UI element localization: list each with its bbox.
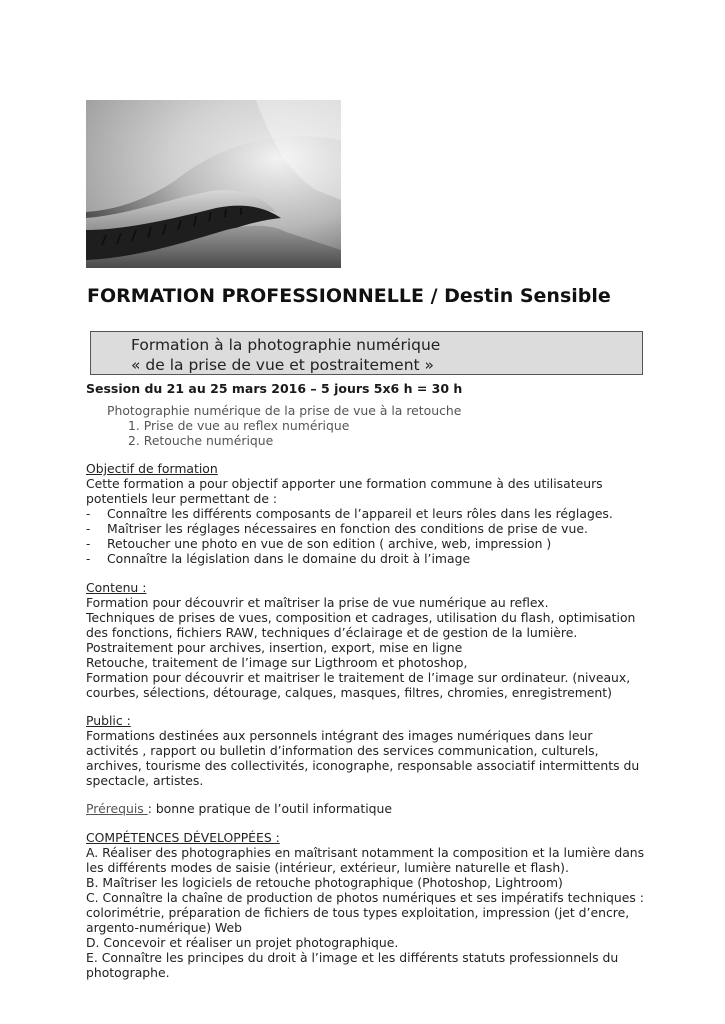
course-title-line1: Formation à la photographie numérique xyxy=(131,336,441,354)
program-intro: Photographie numérique de la prise de vue à la retouche xyxy=(107,403,462,418)
program-item: 2. Retouche numérique xyxy=(128,433,274,448)
competences-line: E. Connaître les principes du droit à l’image et les différents statuts professionnels du xyxy=(86,950,619,965)
contenu-heading: Contenu : xyxy=(86,580,147,595)
contenu-text xyxy=(86,595,635,700)
contenu-line: Formation pour découvrir et maitriser le traitement de l’image sur ordinateur. (niveaux, xyxy=(86,670,631,685)
competences-line: colorimétrie, préparation de fichiers de tous types exploitation, impression (jet d’encre, xyxy=(86,905,630,920)
public-line: archives, tourisme des collectivités, iconographe, responsable associatif intermittents du xyxy=(86,758,640,773)
contenu-line: Formation pour découvrir et maîtriser la prise de vue numérique au reflex. xyxy=(86,595,549,610)
objectif-bullet: Maîtriser les réglages nécessaires en fonction des conditions de prise de vue. xyxy=(107,521,588,536)
public-text xyxy=(86,728,639,788)
public-heading: Public : xyxy=(86,713,131,728)
objectif-bullet: Connaître la législation dans le domaine du droit à l’image xyxy=(107,551,471,566)
prerequis-row xyxy=(86,801,392,816)
competences-text xyxy=(86,845,644,980)
objectif-bullet: Retoucher une photo en vue de son edition ( archive, web, impression ) xyxy=(107,536,552,551)
session-dates: Session du 21 au 25 mars 2016 – 5 jours 5x6 h = 30 h xyxy=(86,381,463,396)
course-title-line2: « de la prise de vue et postraitement » xyxy=(131,356,435,374)
competences-line: C. Connaître la chaîne de production de photos numériques et ses impératifs techniques : xyxy=(86,890,644,905)
page-title: FORMATION PROFESSIONNELLE / Destin Sensible xyxy=(87,285,611,307)
public-line: Formations destinées aux personnels intégrant des images numériques dans leur xyxy=(86,728,593,743)
course-title-box xyxy=(90,331,643,375)
contenu-line: Retouche, traitement de l’image sur Ligthroom et photoshop, xyxy=(86,655,468,670)
bullet-dash: - xyxy=(86,537,91,551)
public-line: activités , rapport ou bulletin d’information des services communication, culturels, xyxy=(86,743,599,758)
objectif-bullet: Connaître les différents composants de l’appareil et leurs rôles dans les réglages. xyxy=(107,506,613,521)
bullet-dash: - xyxy=(86,552,91,566)
program-item: 1. Prise de vue au reflex numérique xyxy=(128,418,350,433)
public-line: spectacle, artistes. xyxy=(86,773,204,788)
competences-line: argento-numérique) Web xyxy=(86,920,243,935)
contenu-line: courbes, sélections, détourage, calques, masques, filtres, chromies, enregistrement) xyxy=(86,685,612,700)
competences-line: photographe. xyxy=(86,965,170,980)
competences-line: B. Maîtriser les logiciels de retouche photographique (Photoshop, Lightroom) xyxy=(86,875,563,890)
bullet-dash: - xyxy=(86,507,91,521)
competences-line: D. Concevoir et réaliser un projet photographique. xyxy=(86,935,399,950)
eye-photo xyxy=(86,100,341,268)
prerequis-heading: Prérequis xyxy=(86,801,148,816)
bullet-dash: - xyxy=(86,522,91,536)
competences-line: A. Réaliser des photographies en maîtrisant notamment la composition et la lumière dans xyxy=(86,845,645,860)
competences-line: les différents modes de saisie (intérieur, extérieur, lumière naturelle et flash). xyxy=(86,860,569,875)
objectif-line: Cette formation a pour objectif apporter une formation commune à des utilisateurs xyxy=(86,476,603,491)
contenu-line: Techniques de prises de vues, composition et cadrages, utilisation du flash, optimisation xyxy=(86,610,636,625)
contenu-line: des fonctions, fichiers RAW, techniques d’éclairage et de gestion de la lumière. xyxy=(86,625,578,640)
competences-heading: COMPÉTENCES DÉVELOPPÉES : xyxy=(86,830,280,845)
objectif-heading: Objectif de formation xyxy=(86,461,218,476)
prerequis-text: : bonne pratique de l’outil informatique xyxy=(147,801,393,816)
contenu-line: Postraitement pour archives, insertion, export, mise en ligne xyxy=(86,640,463,655)
objectif-line: potentiels leur permettant de : xyxy=(86,491,278,506)
